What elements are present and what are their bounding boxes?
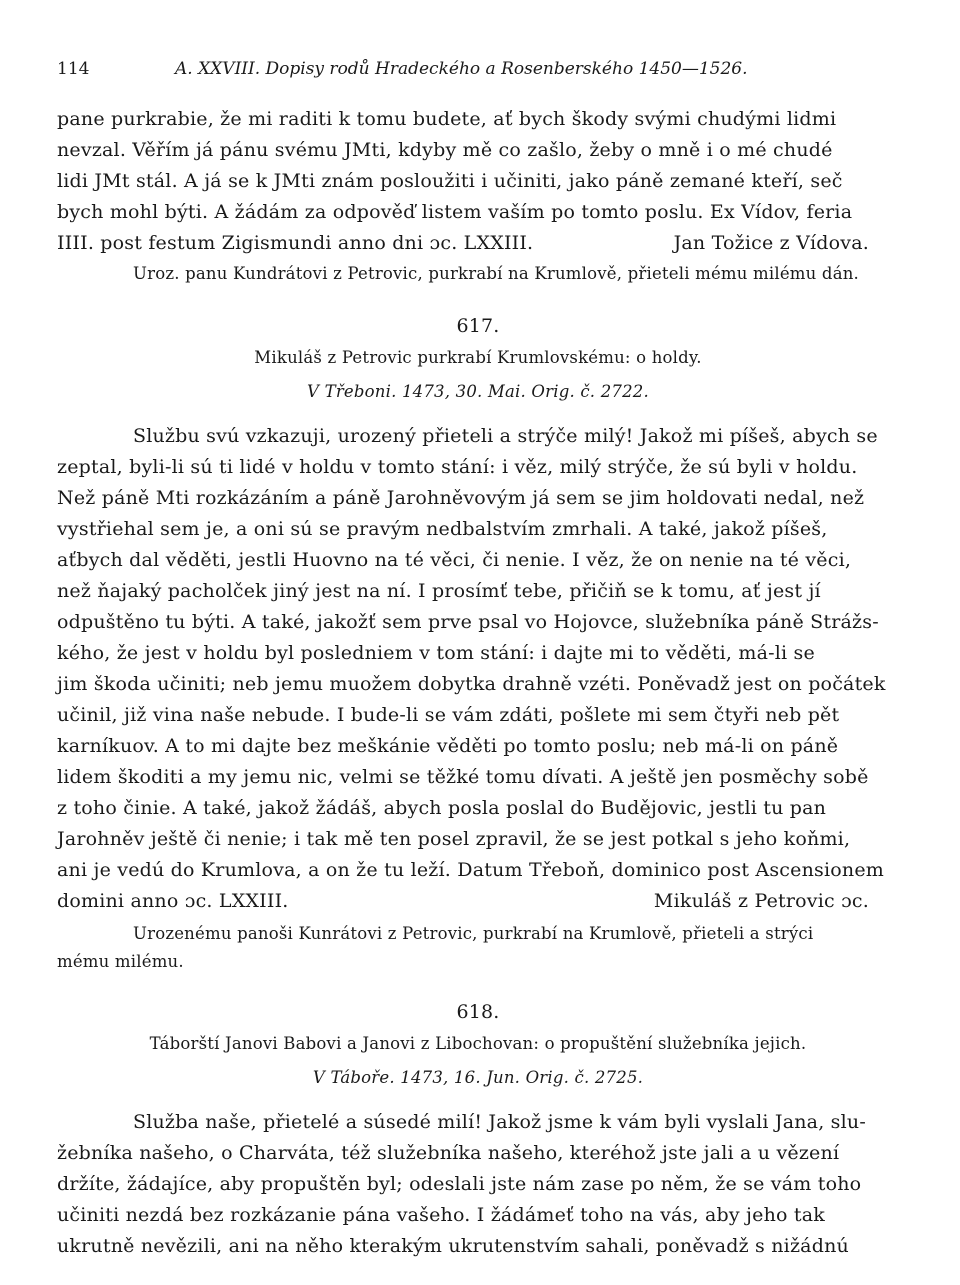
- address-line: Uroz. panu Kundrátovi z Petrovic, purkrabí na Krumlově, přieteli mému milému dán.: [133, 264, 859, 283]
- text-line: aťbych dal věděti, jestli Huovno na té věci, či nenie. I věz, že on nenie na té věci,: [57, 549, 852, 571]
- text-line: jim škoda učiniti; neb jemu muožem dobytka drahně vzéti. Poněvadž jest on počátek: [57, 673, 886, 695]
- text-line: nevzal. Věřím já pánu svému JMti, kdyby mě co zašlo, žeby o mně i o mé chudé: [57, 139, 833, 161]
- letter-heading: Mikuláš z Petrovic purkrabí Krumlovskému: o holdy.: [254, 348, 702, 367]
- address-line: Urozenému panoši Kunrátovi z Petrovic, purkrabí na Krumlově, přieteli a strýci: [133, 924, 814, 943]
- signature-line: [57, 889, 899, 913]
- letter-heading: Táborští Janovi Babovi a Janovi z Libochovan: o propuštění služebníka jejich.: [149, 1034, 807, 1053]
- letter-number: 618.: [456, 1001, 500, 1023]
- text-line: Službu svú vzkazuji, urozený přieteli a strýče milý! Jakož mi píšeš, abych se: [133, 425, 878, 447]
- text-line: Než páně Mti rozkázáním a páně Jarohněvovým já sem se jim holdovati nedal, než: [57, 487, 865, 509]
- text-line: ani je vedú do Krumlova, a on že tu leží. Datum Třeboň, dominico post Ascensionem: [57, 859, 884, 881]
- text-line: ukrutně nevězili, ani na něho kterakým ukrutenstvím sahali, poněvadž s nižádnú: [57, 1235, 849, 1257]
- text-line: lidem škoditi a my jemu nic, velmi se těžké tomu dívati. A ještě jen posměchy sobě: [57, 766, 869, 788]
- text-line: učiniti nezdá bez rozkázanie pána vašeho. I žádámeť toho na vás, aby jeho tak: [57, 1204, 825, 1226]
- letter-number: 617.: [456, 315, 500, 337]
- date-closing: IIII. post festum Zigismundi anno dni ɔc. LXXIII.: [57, 232, 534, 254]
- text-line: učinil, již vina naše nebude. I bude-li se vám zdáti, pošlete mi sem čtyři neb pět: [57, 704, 840, 726]
- signature-line: [57, 231, 899, 255]
- text-line: bych mohl býti. A žádám za odpověď listem vaším po tomto poslu. Ex Vídov, feria: [57, 201, 853, 223]
- text-line: Jarohněv ještě či nenie; i tak mě ten posel zpravil, že se jest potkal s jeho koňmi,: [57, 828, 851, 850]
- signature: Jan Tožice z Vídova.: [673, 232, 869, 254]
- text-line: pane purkrabie, že mi raditi k tomu budete, ať bych škody svými chudými lidmi: [57, 108, 837, 130]
- text-line: než ňajaký pacholček jiný jest na ní. I prosímť tebe, přičiň se k tomu, ať jest jí: [57, 580, 821, 602]
- letter-source: V Táboře. 1473, 16. Jun. Orig. č. 2725.: [312, 1068, 644, 1087]
- text-line: karníkuov. A to mi dajte bez meškánie věděti po tomto poslu; neb má-li on páně: [57, 735, 839, 757]
- address-line: mému milému.: [57, 952, 184, 971]
- text-line: Služba naše, přietelé a súsedé milí! Jakož jsme k vám byli vyslali Jana, slu-: [133, 1111, 866, 1133]
- text-line: zeptal, byli-li sú ti lidé v holdu v tomto stání: i věz, milý strýče, že sú byli v holdu.: [57, 456, 858, 478]
- text-line: z toho činie. A také, jakož žádáš, abych posla poslal do Budějovic, jestli tu pan: [57, 797, 827, 819]
- page-number: 114: [57, 59, 90, 79]
- text-line: vystřiehal sem je, a oni sú se pravým nedbalstvím zmrhali. A také, jakož píšeš,: [57, 518, 828, 540]
- running-title: A. XXVIII. Dopisy rodů Hradeckého a Rosenberského 1450—1526.: [175, 59, 748, 79]
- letter-source: V Třeboni. 1473, 30. Mai. Orig. č. 2722.: [307, 382, 649, 401]
- text-line: držíte, žádajíce, aby propuštěn byl; odeslali jste nám zase po něm, že se vám toho: [57, 1173, 862, 1195]
- text-line: lidi JMt stál. A já se k JMti znám posloužiti i učiniti, jako páně zemané kteří, seč: [57, 170, 843, 192]
- date-closing: domini anno ɔc. LXXIII.: [57, 890, 289, 912]
- signature: Mikuláš z Petrovic ɔc.: [653, 890, 869, 912]
- text-line: žebníka našeho, o Charváta, též služebníka našeho, kteréhož jste jali a u vězení: [57, 1142, 840, 1164]
- text-line: kého, že jest v holdu byl posledniem v tom stání: i dajte mi to věděti, má-li se: [57, 642, 815, 664]
- text-line: odpuštěno tu býti. A také, jakožť sem prve psal vo Hojovce, služebníka páně Strážs-: [57, 611, 879, 633]
